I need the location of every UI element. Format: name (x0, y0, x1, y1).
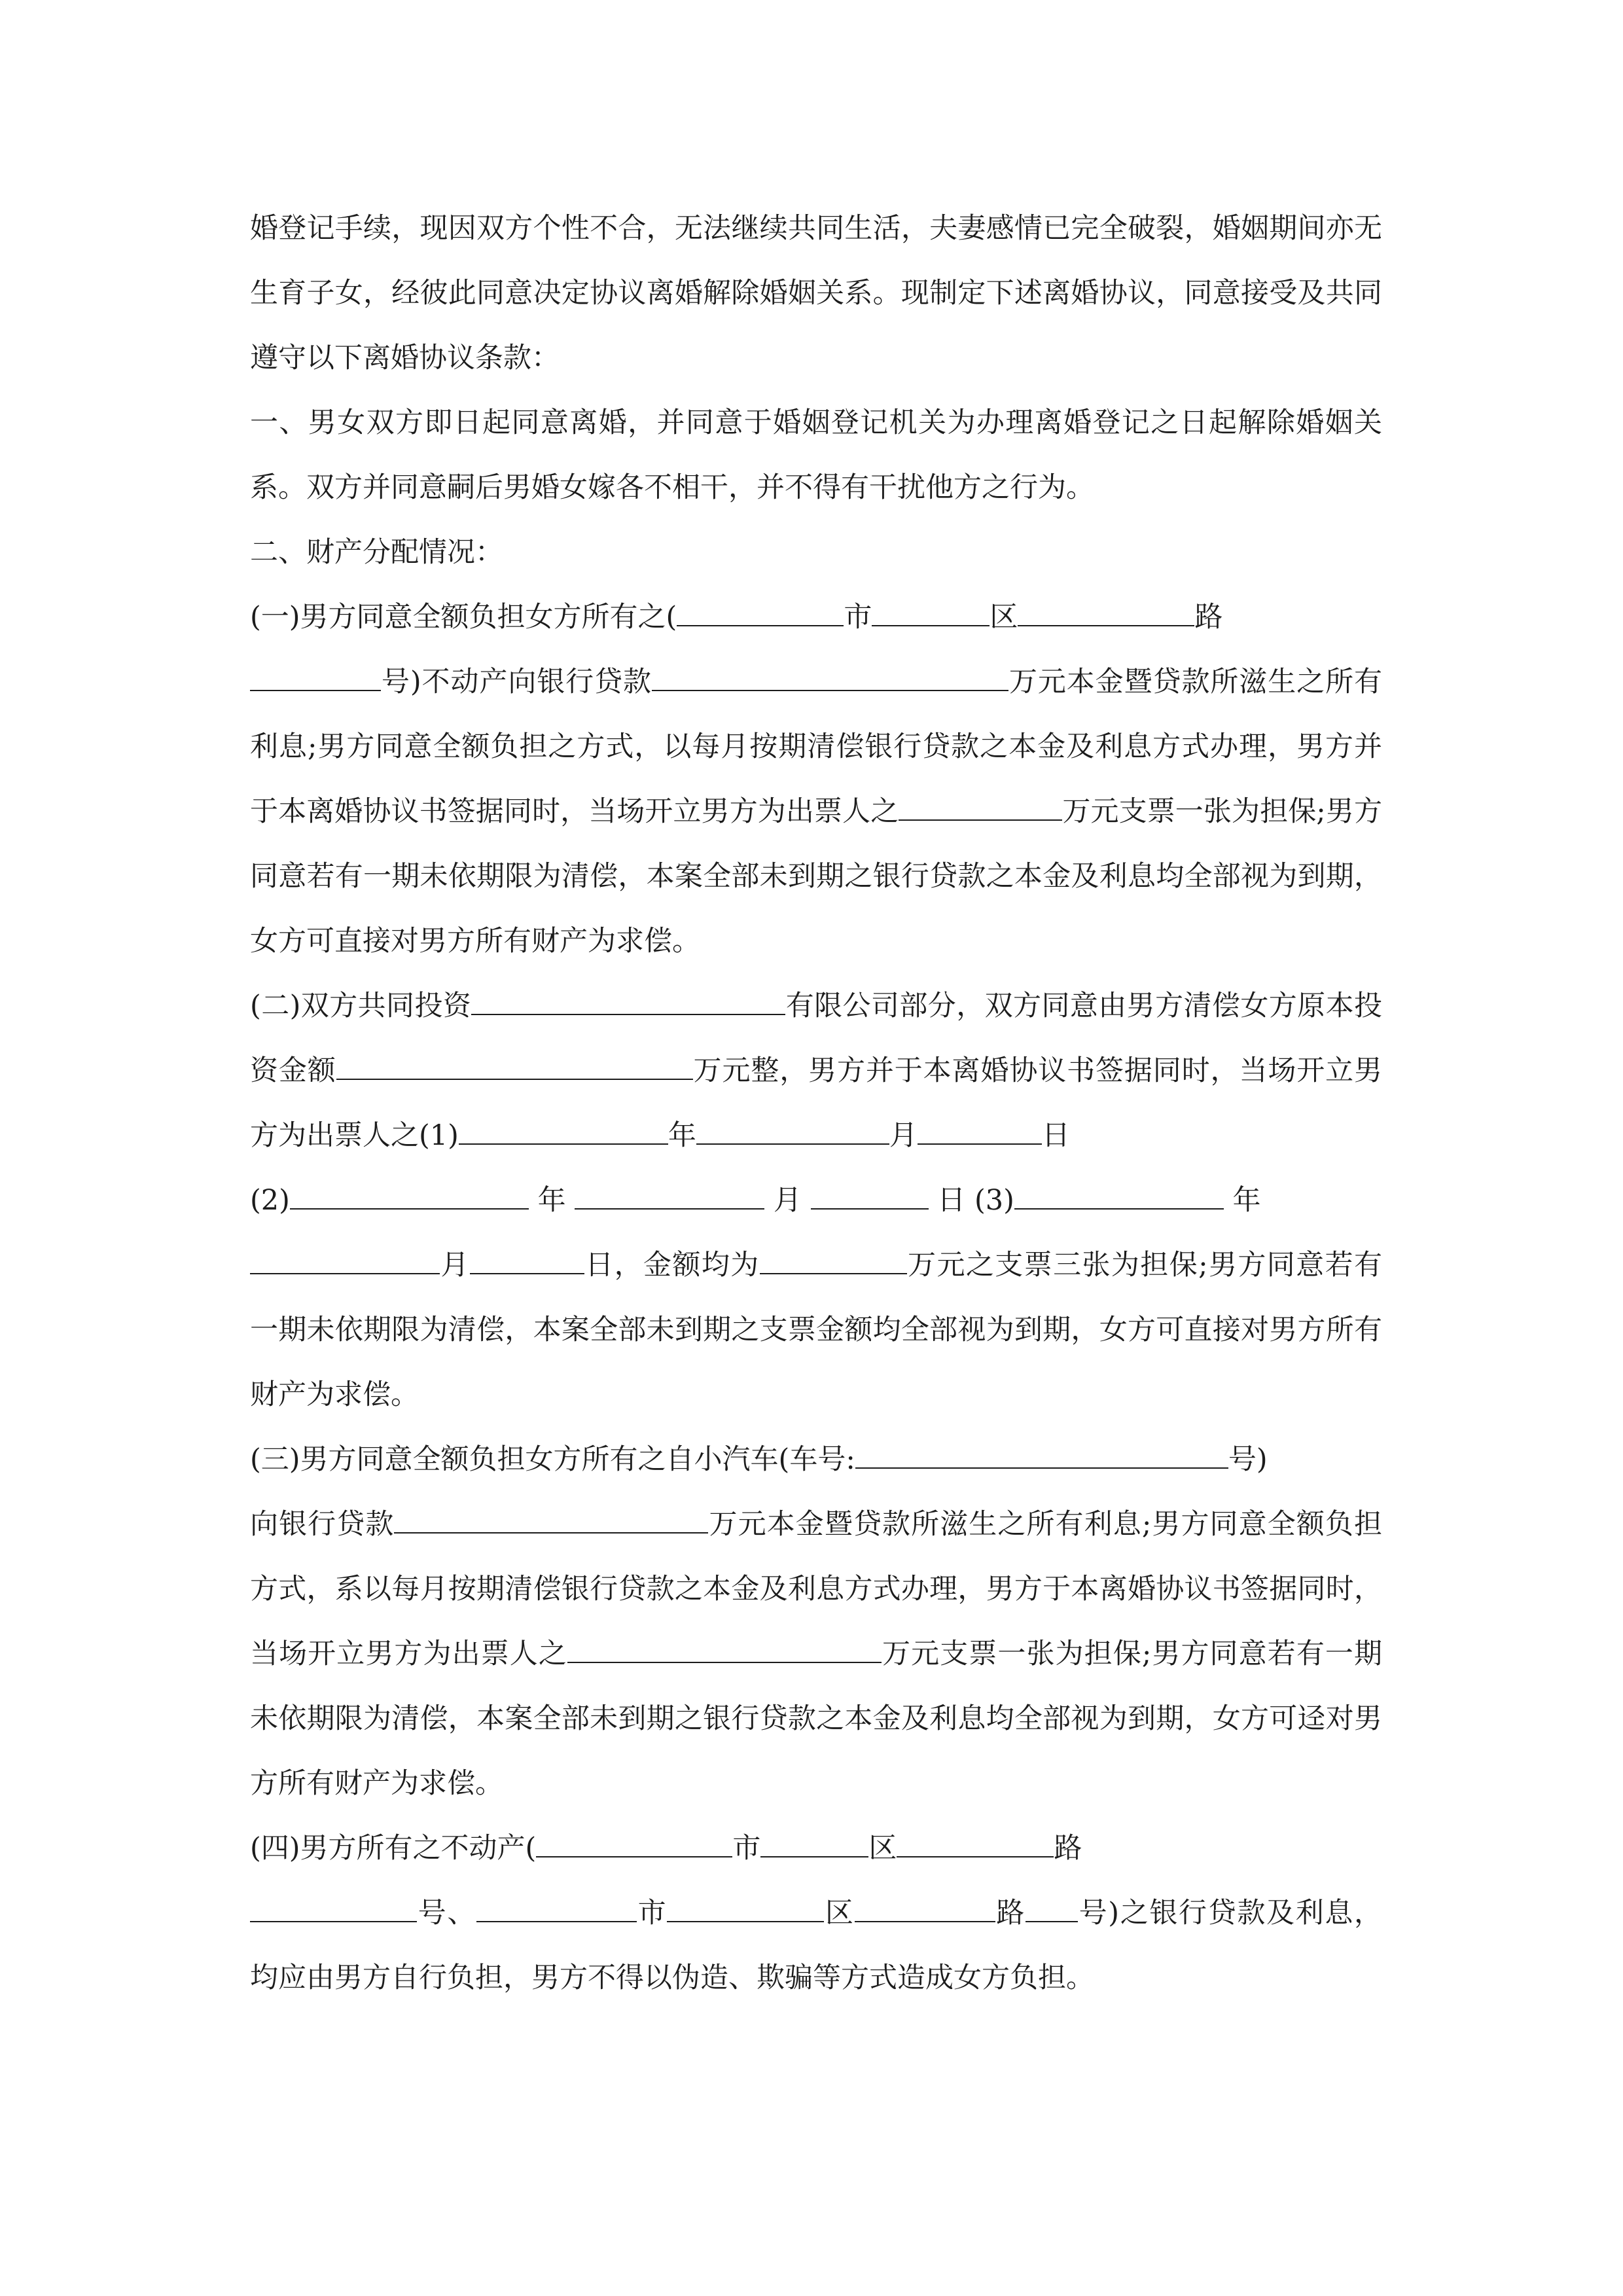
text-run: (三)男方同意全额负担女方所有之自小汽车(车号: (250, 1443, 855, 1476)
text-run: 路 (1054, 1832, 1082, 1865)
fill-in-blank (677, 595, 844, 626)
fill-in-blank (476, 1891, 637, 1922)
fill-in-blank (872, 595, 990, 626)
fill-in-blank (250, 1891, 417, 1922)
fill-in-blank (918, 1113, 1042, 1145)
fill-in-blank (1026, 1891, 1078, 1922)
text-run: (四)男方所有之不动产( (250, 1832, 537, 1865)
text-run: 一、男女双方即日起同意离婚，并同意于婚姻登记机关为办理离婚登记之日起解除婚姻关系。双方并同意嗣后男婚女嫁各不相干，并不得有干扰他方之行为。 (250, 406, 1382, 504)
text-run: 万元之支票三张为担保;男方同意若有一期未依期限为清偿，本案全部未到期之支票金额均全部视为到期，女方可直接对男方所有财产为求偿。 (250, 1249, 1382, 1411)
text-run: 万元本金暨贷款所滋生之所有利息;男方同意全额负担之方式，以每月按期清偿银行贷款之本金及利息方式办理，男方并于本离婚协议书签据同时，当场开立男方为出票人之 (250, 666, 1383, 828)
text-run: 区 (824, 1897, 855, 1929)
fill-in-blank (336, 1049, 693, 1080)
text-run: 有限公司部分，双方同意由男方清偿女方原本投资金额 (250, 990, 1383, 1087)
fill-in-blank (760, 1243, 907, 1274)
text-run: 号) (1228, 1443, 1268, 1476)
text-run: (2) (250, 1184, 290, 1217)
text-run: 万元整，男方并于本离婚协议书签据同时，当场开立男方为出票人之(1) (250, 1054, 1383, 1152)
text-run: 月 (764, 1184, 811, 1217)
text-run: 年 (528, 1184, 575, 1217)
fill-in-blank (470, 1243, 584, 1274)
paragraph (250, 1427, 1382, 1816)
fill-in-blank (696, 1113, 889, 1145)
fill-in-blank (394, 1502, 708, 1534)
document-body (250, 196, 1382, 2011)
fill-in-blank (667, 1891, 824, 1922)
text-run: 市 (636, 1897, 668, 1929)
text-run: 年 (1223, 1184, 1261, 1217)
text-run: 路 (995, 1897, 1026, 1929)
text-run: 日 (1041, 1119, 1070, 1152)
text-run: 万元支票一张为担保;男方同意若有一期未依期限为清偿，本案全部未到期之银行贷款之本金及利息均全部视为到期，女方可迳对男方所有财产为求偿。 (250, 1638, 1382, 1800)
text-run: 向银行贷款 (250, 1508, 395, 1541)
fill-in-blank (471, 984, 785, 1015)
fill-in-blank (1014, 1178, 1224, 1210)
paragraph (250, 196, 1382, 391)
text-run: (一)男方同意全额负担女方所有之( (250, 601, 677, 634)
text-run: 号)之银行贷款及利息，均应由男方自行负担，男方不得以伪造、欺骗等方式造成女方负担。 (250, 1897, 1383, 1994)
text-run: 婚登记手续，现因双方个性不合，无法继续共同生活，夫妻感情已完全破裂，婚姻期间亦无生育子女，经彼此同意决定协议离婚解除婚姻关系。现制定下述离婚协议，同意接受及共同遵守以下离婚协议条款： (250, 212, 1382, 374)
paragraph (250, 585, 1382, 974)
fill-in-blank (811, 1178, 929, 1210)
text-run: 区 (990, 601, 1018, 634)
text-run: 市 (844, 601, 872, 634)
fill-in-blank (567, 1632, 882, 1663)
fill-in-blank (250, 660, 381, 691)
fill-in-blank (855, 1891, 995, 1922)
paragraph (250, 520, 1382, 585)
text-run: 日 (3) (928, 1184, 1014, 1217)
text-run: 号、 (417, 1897, 476, 1929)
text-run: 路 (1194, 601, 1223, 634)
text-run: 市 (732, 1832, 761, 1865)
text-run: 二、财产分配情况： (250, 536, 503, 569)
fill-in-blank (652, 660, 1008, 691)
text-run: 万元支票一张为担保;男方同意若有一期未依期限为清偿，本案全部未到期之银行贷款之本金及利息均全部视为到期，女方可直接对男方所有财产为求偿。 (250, 795, 1382, 958)
text-run: 区 (868, 1832, 897, 1865)
fill-in-blank (760, 1826, 868, 1857)
fill-in-blank (459, 1113, 668, 1145)
fill-in-blank (290, 1178, 529, 1210)
paragraph (250, 1816, 1382, 2011)
text-run: 月 (889, 1119, 918, 1152)
text-run: 月 (440, 1249, 470, 1282)
fill-in-blank (250, 1243, 440, 1274)
text-run: 年 (668, 1119, 696, 1152)
paragraph (250, 974, 1382, 1427)
text-run: (二)双方共同投资 (250, 990, 472, 1022)
paragraph (250, 391, 1382, 520)
text-run: 日，金额均为 (584, 1249, 760, 1282)
fill-in-blank (899, 789, 1062, 821)
text-run: 万元本金暨贷款所滋生之所有利息;男方同意全额负担方式，系以每月按期清偿银行贷款之本金及利息方式办理，男方于本离婚协议书签据同时，当场开立男方为出票人之 (250, 1508, 1382, 1670)
fill-in-blank (575, 1178, 764, 1210)
text-run: 号)不动产向银行贷款 (381, 666, 652, 698)
fill-in-blank (897, 1826, 1054, 1857)
fill-in-blank (536, 1826, 732, 1857)
fill-in-blank (1018, 595, 1194, 626)
fill-in-blank (855, 1437, 1228, 1469)
